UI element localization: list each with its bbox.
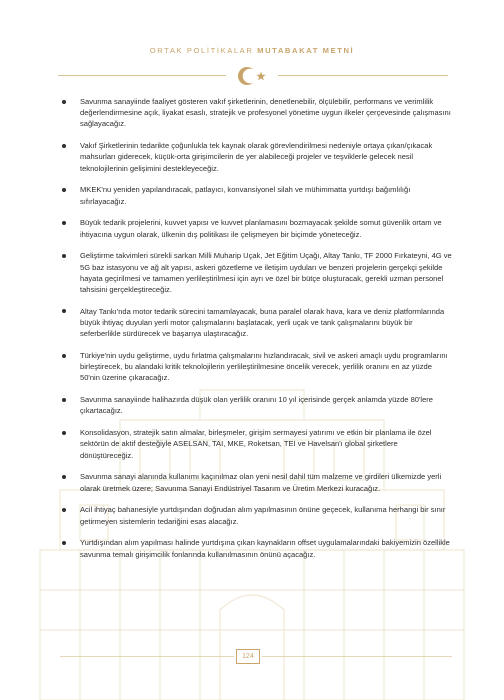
bullet-icon [62,398,66,402]
divider-line-left [58,75,226,76]
running-header [0,46,504,55]
bullet-icon [62,309,66,313]
crescent-star-icon [230,64,274,88]
list-item [60,394,452,416]
list-item-text: Savunma sanayiinde faaliyet gösteren vakıf şirketlerinin, denetlenebilir, ölçülebilir, performans ve verimlilik değerlendirmesine açık, liyakat esaslı, stratejik ve profesyonel yönetime uygun ilkeler çerçevesinde çalışmasını sağlayacağız. [80,97,451,129]
bullet-icon [62,254,66,258]
list-item-text: Türkiye'nin uydu geliştirme, uydu fırlatma çalışmalarını hızlandıracak, sivil ve askeri amaçlı uydu programlarını birleştirecek, bu alandaki kritik teknolojilerin yerlileştirilmesine öncelik verecek, yerlilik oranını en az yüzde 50'nin üzerine çıkaracağız. [80,351,448,383]
footer-line-right [262,656,452,657]
header-emphasis: MUTABAKAT METNİ [257,46,355,55]
header-prefix: ORTAK POLİTİKALAR [149,46,254,55]
list-item-text: Yurtdışından alım yapılması halinde yurtdışına çıkan kaynakların offset uygulamalarındaki bakiyemizin özellikle savunma temalı girişimcilik fonlarında kullanılmasının önünü açacağız. [80,538,450,559]
list-item-text: Konsolidasyon, stratejik satın almalar, birleşmeler, girişim sermayesi yatırımı ve etkin bir planlama ile özel sektörün de aktif desteğiyle ASELSAN, TAI, MKE, Roketsan, TEI ve Havelsan'ı global şirketlere dönüştüreceğiz. [80,428,432,460]
list-item [60,350,452,384]
bullet-icon [62,431,66,435]
list-item [60,306,452,340]
list-item-text: Savunma sanayi alanında kullanımı kaçınılmaz olan yeni nesil dahil tüm malzeme ve girdileri ülkemizde yerli olarak üretmek üzere; Savunma Sanayi Endüstriyel Tasarım ve Üretim Merkezi kuracağız. [80,472,442,493]
bullet-icon [62,188,66,192]
list-item-text: Büyük tedarik projelerini, kuvvet yapısı ve kuvvet planlamasını bozmayacak şekilde somut güvenlik ortam ve ihtiyacına uygun olarak, ülkenin dış politikası ile çelişmeyen bir biçimde yöneteceğiz. [80,218,442,239]
divider-line-right [278,75,448,76]
list-item [60,250,452,295]
list-item [60,96,452,130]
policy-list [60,96,452,570]
header-divider [0,62,504,88]
bullet-icon [62,475,66,479]
list-item-text: MKEK'nu yeniden yapılandıracak, patlayıcı, konvansiyonel silah ve mühimmatta yurtdışı bağımlılığı sıfırlayacağız. [80,185,411,206]
list-item-text: Geliştirme takvimleri sürekli sarkan Milli Muharip Uçak, Jet Eğitim Uçağı, Altay Tankı, TF 2000 Fırkateyni, 4G ve 5G baz istasyonu ve ağ alt yapısı, askeri gözetleme ve iletişim uyduları ve benzeri projelerin gerçekçi şekilde hayata geçirilmesi ve tamamen yerlileştirilmesi için ayrı ve özel bir bütçe oluşturacak, gerekli uzman personel tahsisini gerçekleştireceğiz. [80,251,452,295]
list-item [60,504,452,526]
list-item [60,537,452,559]
list-item [60,427,452,461]
list-item [60,140,452,174]
bullet-icon [62,354,66,358]
bullet-icon [62,100,66,104]
bullet-icon [62,221,66,225]
list-item [60,217,452,239]
footer-line-left [60,656,234,657]
bullet-icon [62,144,66,148]
list-item [60,471,452,493]
page-number: 124 [236,649,260,664]
list-item-text: Savunma sanayiinde halihazırda düşük olan yerlilik oranını 10 yıl içerisinde gerçek anlamda yüzde 80'lere çıkartacağız. [80,395,433,416]
list-item-text: Vakıf Şirketlerinin tedarikte çoğunlukla tek kaynak olarak görevlendirilmesi nedeniyle ortaya çıkan/çıkacak mahsurları giderecek, küçük-orta girişimcilerin de yer alabileceği projeler ve teşviklerle gelecek nesil teknolojilerinin gelişimini destekleyeceğiz. [80,141,433,173]
bullet-icon [62,541,66,545]
list-item-text: Altay Tankı'nda motor tedarik sürecini tamamlayacak, buna paralel olarak hava, kara ve deniz platformlarında büyük ihtiyaç duyulan yerli motor çalışmalarını başlatacak, yerli uçak ve tank çalışmalarını büyük bir seferberlikle sürdürecek ve başarıya ulaştıracağız. [80,306,445,339]
bullet-icon [62,508,66,512]
list-item [60,184,452,206]
list-item-text: Acil ihtiyaç bahanesiyle yurtdışından doğrudan alım yapılmasının önüne geçecek, kullanıma herhangi bir sınır getirmeyen sistemlerin tedariğini esas alacağız. [80,505,446,526]
